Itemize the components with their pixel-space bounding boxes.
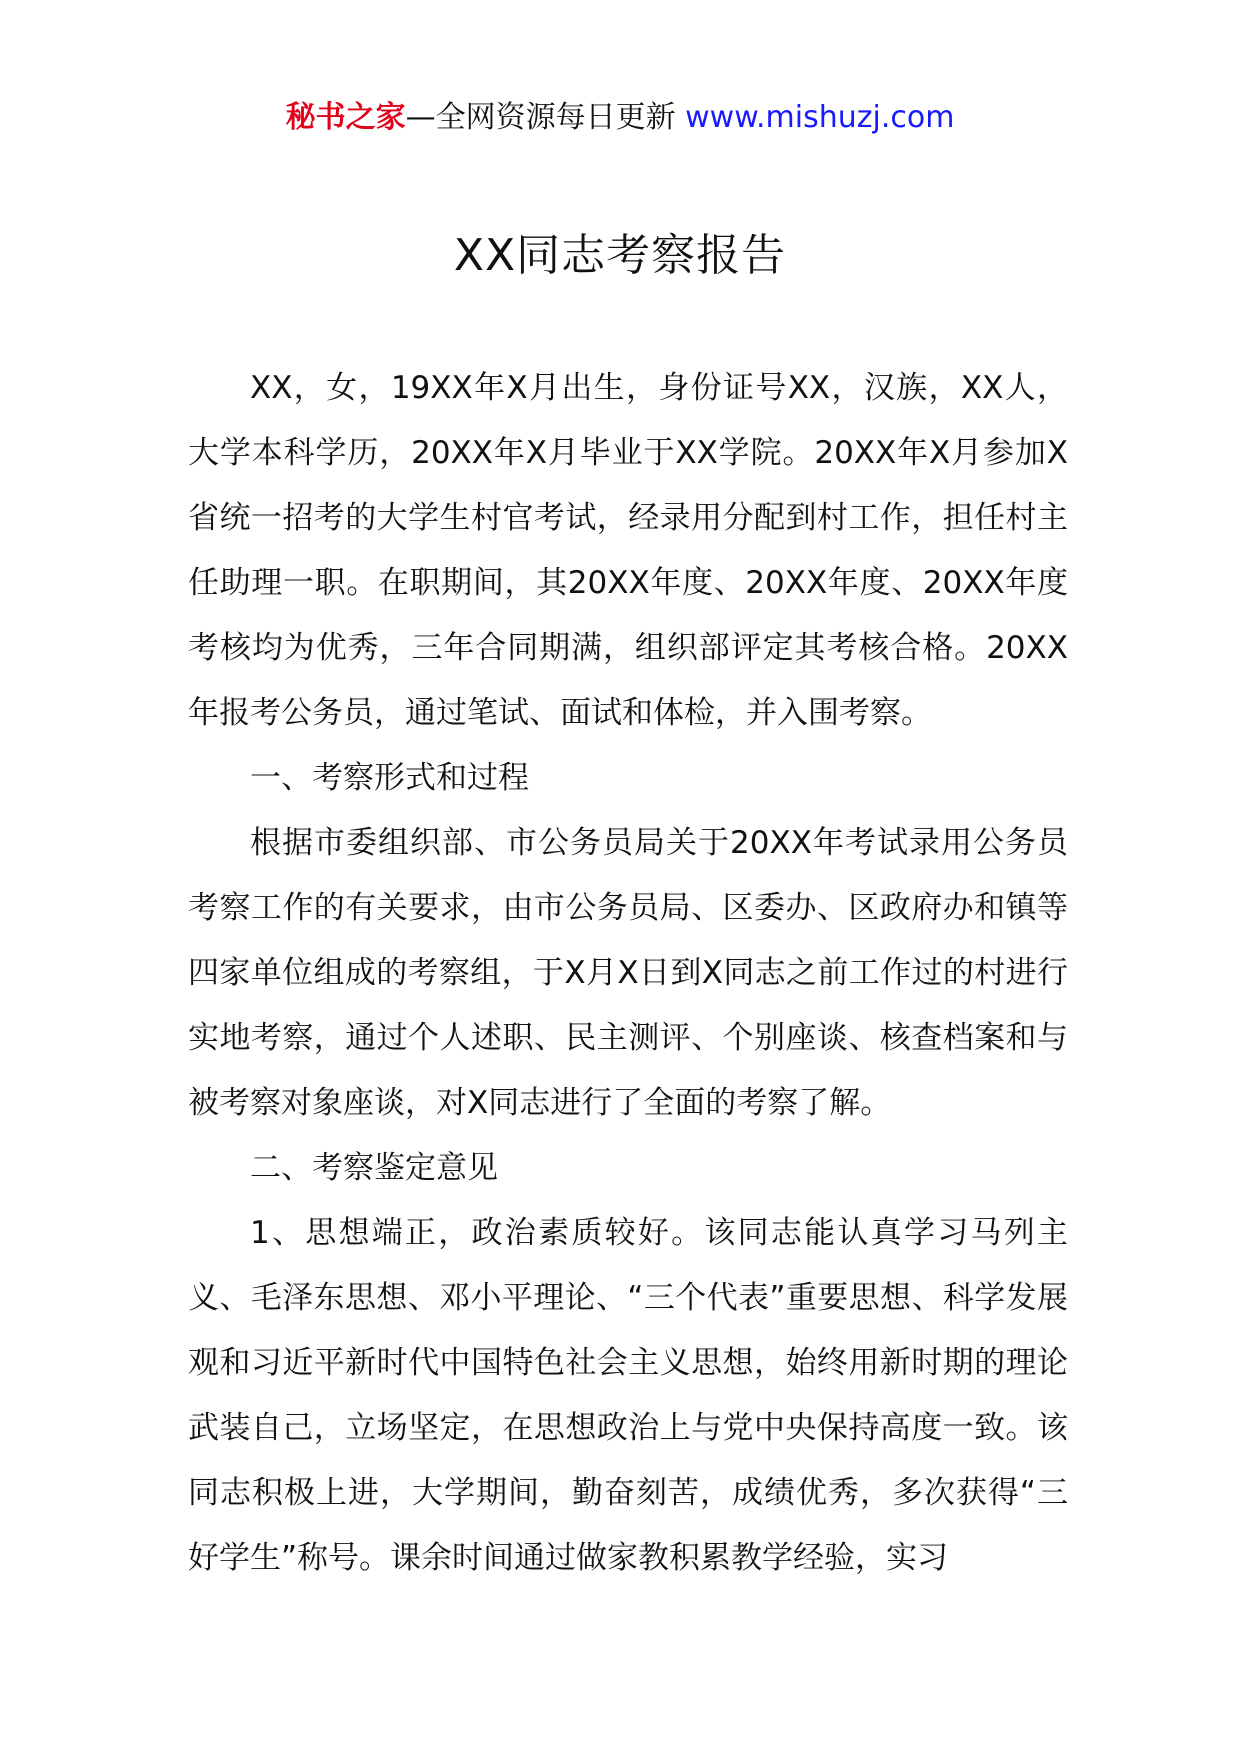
paragraph-opinion-1: 1、思想端正，政治素质较好。该同志能认真学习马列主义、毛泽东思想、邓小平理论、“三个代表”重要思想、科学发展观和习近平新时代中国特色社会主义思想，始终用新时期的理论武装自己，立场坚定，在思想政治上与党中央保持高度一致。该同志积极上进，大学期间，勤奋刻苦，成绩优秀，多次获得“三好学生”称号。课余时间通过做家教积累教学经验，实习 (188, 1215, 1068, 1576)
site-url-link[interactable]: www.mishuzj.com (685, 100, 955, 135)
section-heading-1: 一、考察形式和过程 (250, 760, 529, 796)
document-title: XX同志考察报告 (453, 230, 787, 281)
section-heading-2: 二、考察鉴定意见 (250, 1150, 498, 1186)
paragraph-intro: XX，女，19XX年X月出生，身份证号XX，汉族，XX人，大学本科学历，20XX年X月毕业于XX学院。20XX年X月参加X省统一招考的大学生村官考试，经录用分配到村工作，担任村主任助理一职。在职期间，其20XX年度、20XX年度、20XX年度考核均为优秀，三年合同期满，组织部评定其考核合格。20XX年报考公务员，通过笔试、面试和体检，并入围考察。 (188, 370, 1068, 731)
site-brand: 秘书之家 (285, 100, 406, 135)
site-tagline: —全网资源每日更新 (405, 100, 676, 135)
site-header (0, 98, 1240, 138)
document-body (188, 356, 1068, 1591)
paragraph-process: 根据市委组织部、市公务员局关于20XX年考试录用公务员考察工作的有关要求，由市公务员局、区委办、区政府办和镇等四家单位组成的考察组，于X月X日到X同志之前工作过的村进行实地考察，通过个人述职、民主测评、个别座谈、核查档案和与被考察对象座谈，对X同志进行了全面的考察了解。 (188, 825, 1068, 1121)
